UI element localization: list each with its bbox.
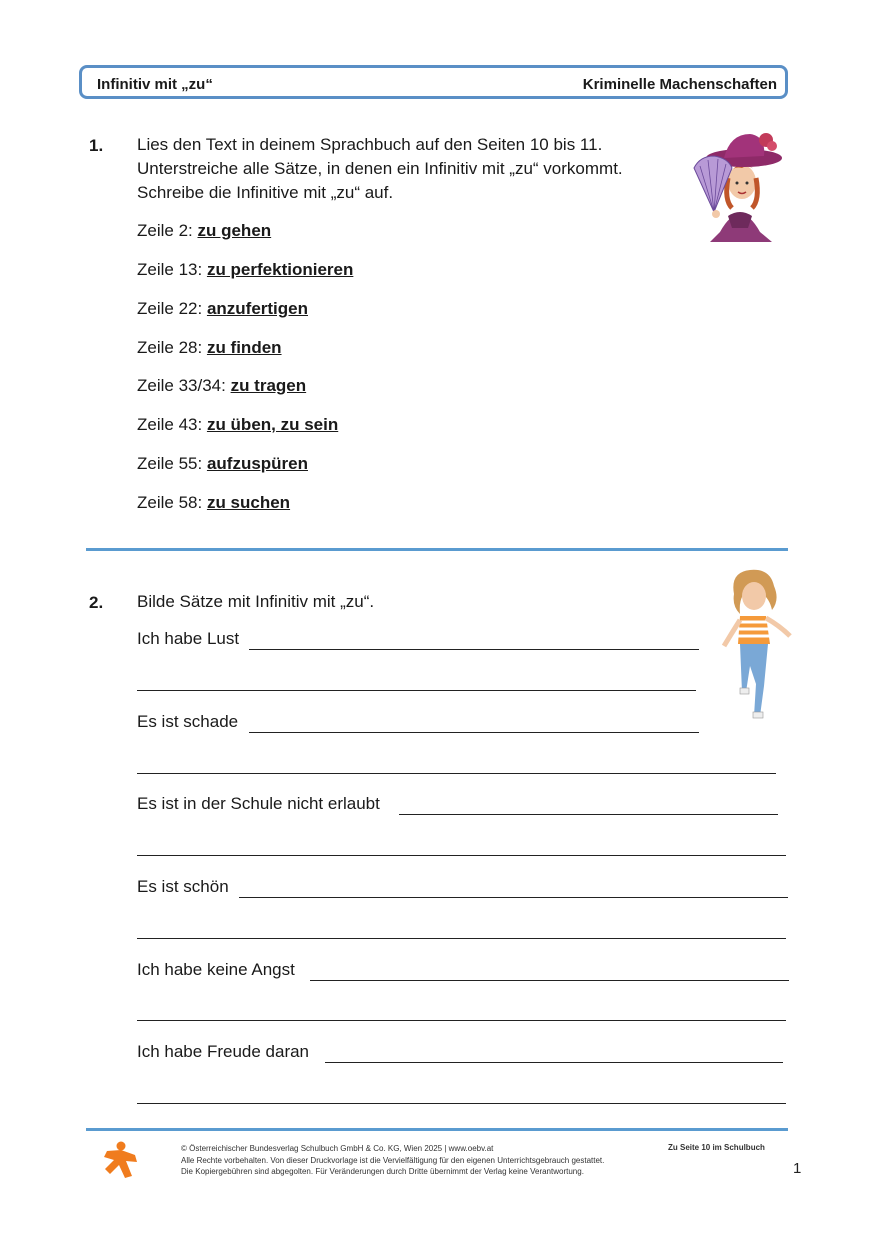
task-1-instruction-2: Unterstreiche alle Sätze, in denen ein Infinitiv mit „zu“ vorkommt. [137, 159, 623, 178]
task-1-instruction-3: Schreibe die Infinitive mit „zu“ auf. [137, 183, 394, 202]
prompt-label: Ich habe Lust [137, 629, 240, 648]
answer-line[interactable] [310, 980, 789, 981]
page-number: 1 [793, 1160, 802, 1177]
prompt-label: Ich habe keine Angst [137, 960, 295, 979]
answer-line[interactable] [137, 855, 786, 856]
copyright-line: Alle Rechte vorbehalten. Von dieser Druckvorlage ist die Vervielfältigung für den eigenen Unterrichtsgebrauch gestattet. [181, 1155, 605, 1165]
footer-divider [86, 1128, 788, 1131]
answer-row [137, 491, 290, 515]
worksheet-unit-title: Kriminelle Machenschaften [582, 76, 777, 93]
sentence-prompt-4 [137, 877, 788, 901]
prompt-label: Es ist in der Schule nicht erlaubt [137, 794, 380, 813]
prompt-label: Es ist schade [137, 712, 239, 731]
prompt-label: Es ist schön [137, 877, 229, 896]
answer-row [137, 336, 282, 360]
publisher-logo [102, 1140, 140, 1180]
task-1-instruction-1: Lies den Text in deinem Sprachbuch auf den Seiten 10 bis 11. [137, 135, 603, 154]
lady-with-fan-illustration [692, 128, 788, 242]
answer-value: anzufertigen [206, 299, 308, 318]
task-1-number: 1. [89, 136, 104, 155]
answer-line[interactable] [137, 938, 786, 939]
answer-value: zu finden [206, 338, 282, 357]
textbook-reference: Zu Seite 10 im Schulbuch [668, 1143, 765, 1152]
answer-line[interactable] [249, 732, 699, 733]
answer-line[interactable] [137, 773, 776, 774]
answer-line[interactable] [137, 1020, 786, 1021]
header-frame [79, 65, 788, 99]
sentence-prompt-2 [137, 712, 699, 736]
worksheet-topic: Infinitiv mit „zu“ [97, 76, 213, 93]
answer-label: Zeile 22: [137, 299, 203, 318]
answer-line[interactable] [249, 649, 699, 650]
answer-label: Zeile 58: [137, 493, 203, 512]
answer-value: zu tragen [230, 376, 307, 395]
task-2-number: 2. [89, 593, 104, 612]
answer-label: Zeile 28: [137, 338, 203, 357]
answer-value: zu perfektionieren [206, 260, 354, 279]
answer-line[interactable] [137, 1103, 786, 1104]
answer-line[interactable] [325, 1062, 783, 1063]
sentence-prompt-6 [137, 1042, 783, 1066]
answer-value: aufzuspüren [206, 454, 308, 473]
answer-row [137, 374, 306, 398]
answer-row [137, 297, 308, 321]
copyright-line: © Österreichischer Bundesverlag Schulbuch GmbH & Co. KG, Wien 2025 | www.oebv.at [181, 1144, 494, 1153]
answer-row [137, 452, 308, 476]
answer-value: zu suchen [206, 493, 291, 512]
answer-label: Zeile 55: [137, 454, 203, 473]
sentence-prompt-3 [137, 794, 778, 818]
answer-line[interactable] [239, 897, 788, 898]
answer-line[interactable] [137, 690, 696, 691]
answer-label: Zeile 2: [137, 221, 193, 240]
answer-row [137, 219, 271, 243]
answer-value: zu gehen [197, 221, 272, 240]
copyright-line: Die Kopiergebühren sind abgegolten. Für Veränderungen durch Dritte übernimmt der Verlag keine Verantwortung. [181, 1167, 584, 1176]
prompt-label: Ich habe Freude daran [137, 1042, 310, 1061]
answer-row [137, 413, 338, 437]
task-2-instruction: Bilde Sätze mit Infinitiv mit „zu“. [137, 592, 375, 611]
running-girl-illustration [720, 566, 796, 722]
answer-label: Zeile 13: [137, 260, 203, 279]
answer-label: Zeile 33/34: [137, 376, 226, 395]
answer-value: zu üben, zu sein [206, 415, 339, 434]
answer-label: Zeile 43: [137, 415, 203, 434]
sentence-prompt-5 [137, 960, 789, 984]
sentence-prompt-1 [137, 629, 699, 653]
copyright-notice [181, 1143, 604, 1178]
answer-line[interactable] [399, 814, 778, 815]
answer-row [137, 258, 353, 282]
section-divider [86, 548, 788, 551]
